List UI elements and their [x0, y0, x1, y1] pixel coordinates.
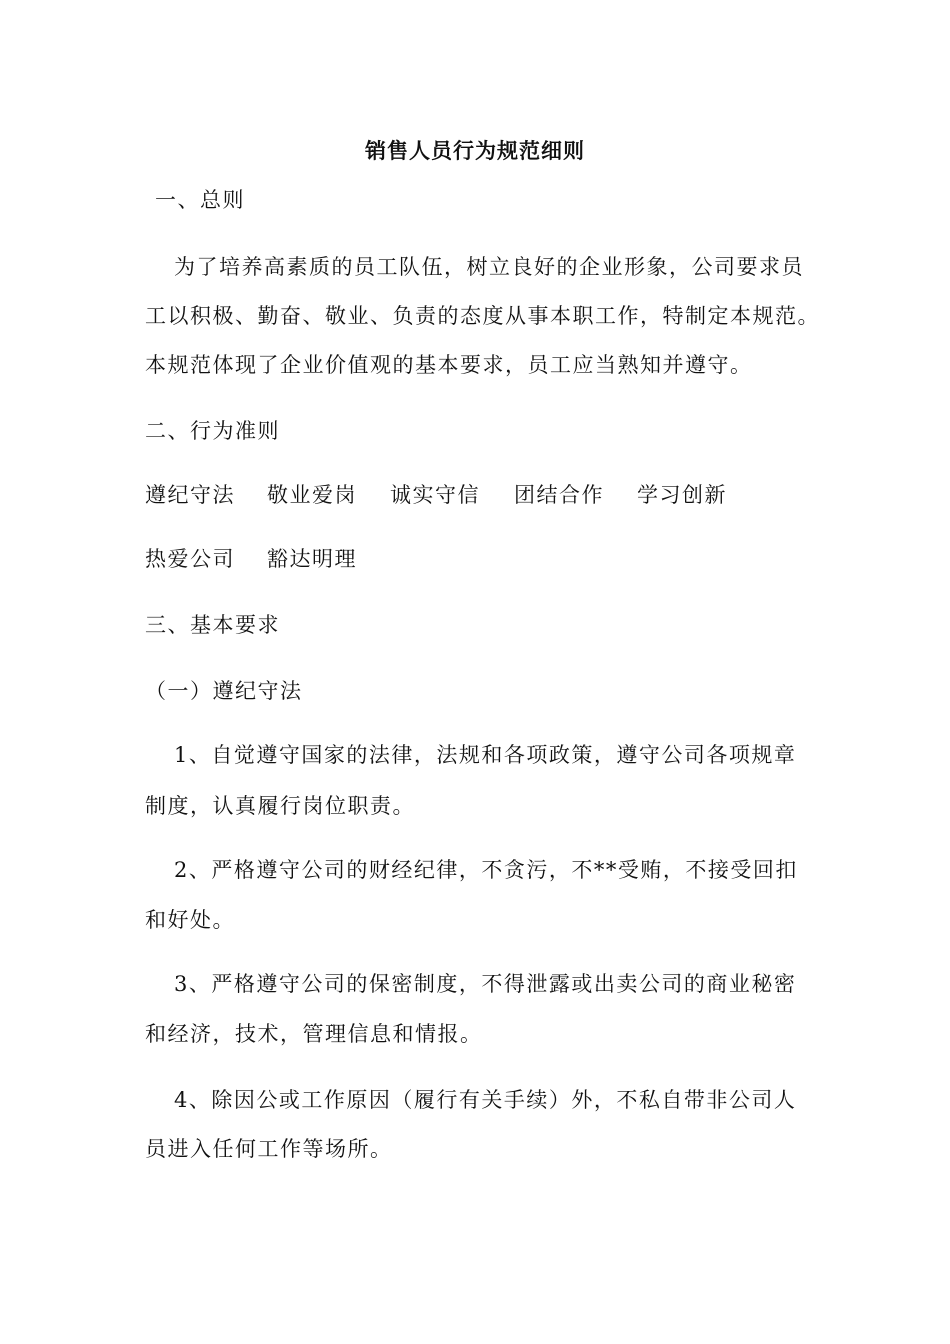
list-item-line: 和好处。 — [145, 908, 235, 932]
document-title: 销售人员行为规范细则 — [365, 138, 585, 163]
principle-item: 诚实守信 — [390, 483, 480, 507]
list-item-line: 制度，认真履行岗位职责。 — [145, 794, 415, 818]
section-heading-requirements: 三、基本要求 — [145, 613, 280, 637]
section-heading-general: 一、总则 — [155, 188, 245, 212]
list-item-line: 3、严格遵守公司的保密制度，不得泄露或出卖公司的商业秘密 — [174, 972, 797, 996]
paragraph-line: 工以积极、勤奋、敬业、负责的态度从事本职工作，特制定本规范。 — [145, 304, 820, 328]
principle-item: 豁达明理 — [267, 547, 357, 571]
principle-item: 学习创新 — [637, 483, 727, 507]
paragraph-line: 本规范体现了企业价值观的基本要求，员工应当熟知并遵守。 — [145, 353, 753, 377]
principle-item: 敬业爱岗 — [267, 483, 357, 507]
list-item-line: 和经济，技术，管理信息和情报。 — [145, 1022, 483, 1046]
paragraph-line: 为了培养高素质的员工队伍，树立良好的企业形象，公司要求员 — [174, 255, 804, 279]
list-item-line: 员进入任何工作等场所。 — [145, 1137, 393, 1161]
principle-item: 团结合作 — [514, 483, 604, 507]
list-item-line: 2、严格遵守公司的财经纪律，不贪污，不**受贿，不接受回扣 — [174, 858, 798, 882]
principle-item: 遵纪守法 — [145, 483, 235, 507]
principle-item: 热爱公司 — [145, 547, 235, 571]
list-item-line: 4、除因公或工作原因（履行有关手续）外，不私自带非公司人 — [174, 1088, 797, 1112]
list-item-line: 1、自觉遵守国家的法律，法规和各项政策，遵守公司各项规章 — [174, 743, 797, 767]
section-heading-principles: 二、行为准则 — [145, 419, 280, 443]
subsection-heading: （一）遵纪守法 — [145, 679, 303, 703]
